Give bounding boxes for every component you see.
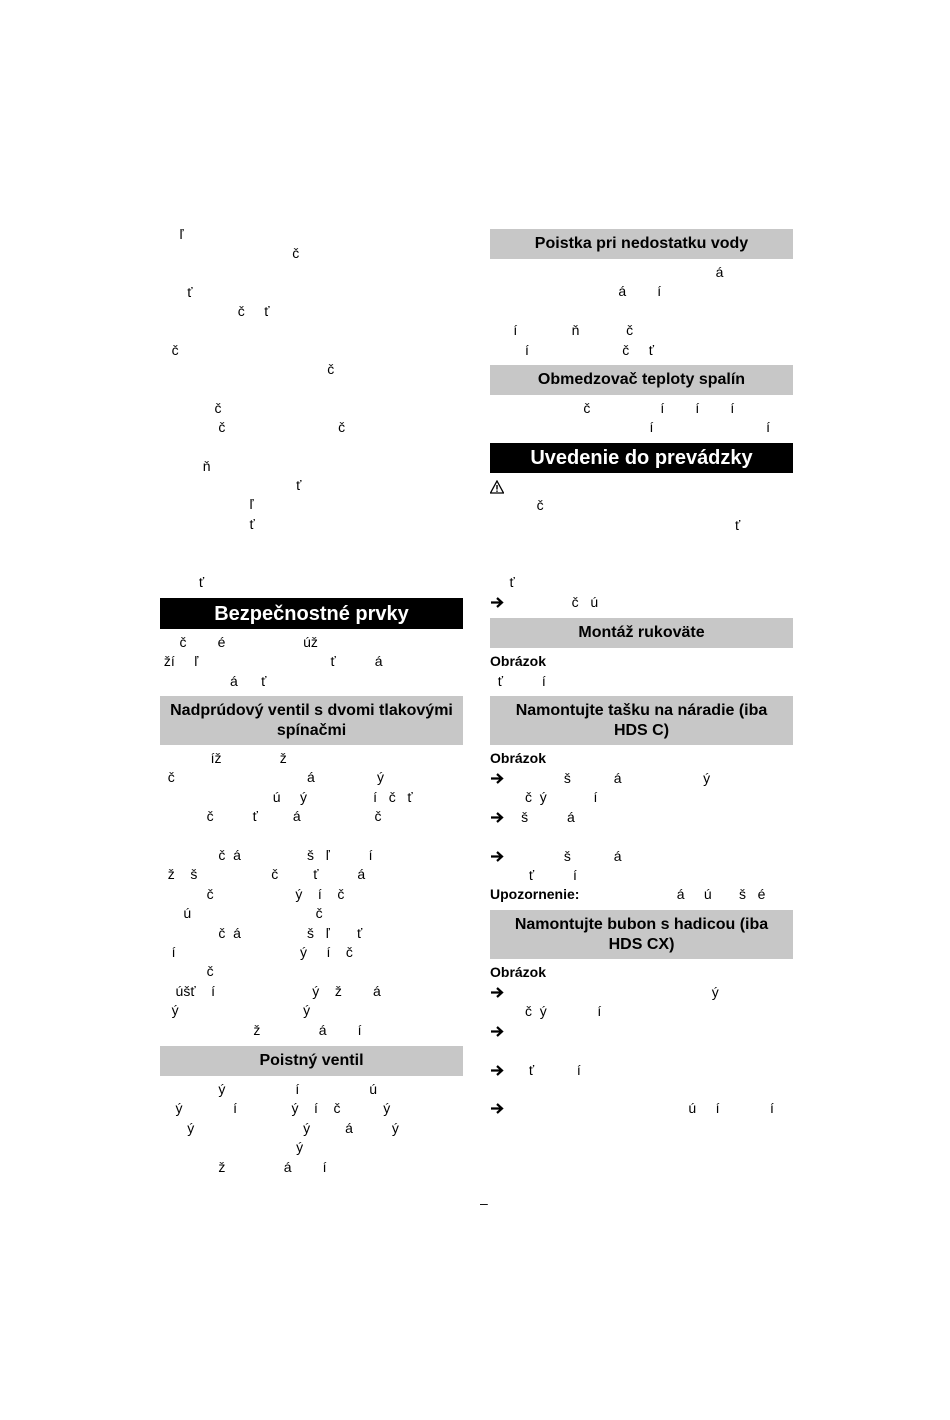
text-fragment: ý í ú bbox=[160, 1081, 378, 1097]
heading-poistka-pri-nedostatku-vody bbox=[490, 229, 793, 259]
text-fragment: ží ľ ť á bbox=[160, 653, 383, 669]
heading-text: Namontujte tašku na náradie (iba HDS C) bbox=[515, 701, 768, 739]
text-fragment: í ý í č bbox=[160, 944, 353, 960]
text-fragment: ú í í bbox=[490, 1100, 774, 1117]
heading-text: Namontujte bubon s hadicou (iba HDS CX) bbox=[514, 915, 769, 953]
heading-bezpecnostne-prvky bbox=[160, 598, 463, 629]
text-fragment: č ý í č bbox=[160, 885, 345, 902]
text-fragment: š á bbox=[490, 808, 575, 825]
text-fragment: č bbox=[160, 400, 222, 416]
text-fragment: á bbox=[490, 264, 724, 280]
heading-nadprudovy-ventil bbox=[160, 696, 463, 745]
heading-text: Uvedenie do prevádzky bbox=[530, 447, 753, 469]
heading-text: Obmedzovač teploty spalín bbox=[537, 371, 746, 388]
text-fragment: č bbox=[160, 342, 179, 358]
text-fragment: íž ž bbox=[160, 750, 287, 766]
text-fragment: ň bbox=[160, 458, 211, 474]
heading-namontujte-bubon bbox=[490, 910, 793, 959]
text-fragment: ú č bbox=[160, 905, 323, 922]
text-fragment: č ý í bbox=[490, 1003, 602, 1020]
text-fragment bbox=[490, 1041, 793, 1060]
text-fragment: č á ý bbox=[160, 769, 385, 786]
heading-text: Poistný ventil bbox=[259, 1052, 364, 1069]
text-fragment: č ý í bbox=[490, 789, 598, 806]
text-fragment: č ú bbox=[490, 594, 599, 610]
text-fragment: č é úž bbox=[160, 634, 318, 650]
text-fragment: ť í bbox=[490, 1061, 581, 1078]
text-fragment: í ň č bbox=[490, 322, 634, 339]
text-fragment: č bbox=[160, 361, 335, 377]
text-fragment: ľ bbox=[160, 226, 184, 242]
text-fragment: č č bbox=[160, 419, 346, 435]
upozornenie-line bbox=[490, 885, 793, 904]
text-fragment: á í bbox=[490, 283, 662, 300]
text-fragment bbox=[490, 1080, 793, 1099]
text-fragment: ť í bbox=[490, 673, 546, 689]
obrazok-label: Obrázok bbox=[490, 653, 547, 669]
text-fragment: č á š ľ í bbox=[160, 847, 373, 863]
text-fragment: ý bbox=[490, 984, 719, 1000]
text-fragment: ý í ý í č ý bbox=[160, 1100, 391, 1117]
text-fragment bbox=[490, 1022, 793, 1041]
text-fragment: č ť bbox=[160, 303, 270, 319]
text-fragment: ú ý í č ť bbox=[160, 788, 413, 805]
upozornenie-fragment: á ú š é bbox=[579, 886, 766, 902]
heading-obmedzovac-teploty-spalin bbox=[490, 365, 793, 395]
text-fragment: ľ bbox=[160, 496, 254, 512]
text-fragment: ý ý bbox=[160, 1002, 311, 1019]
text-fragment bbox=[490, 302, 793, 321]
text-fragment: ž š č ť á bbox=[160, 866, 366, 883]
heading-montaz-rukovate bbox=[490, 618, 793, 648]
text-fragment: č á š ľ ť bbox=[160, 924, 363, 941]
obrazok-label: Obrázok bbox=[490, 750, 547, 766]
text-fragment: ť bbox=[490, 516, 741, 533]
heading-text: Poistka pri nedostatku vody bbox=[534, 235, 749, 252]
heading-text: Montáž rukoväte bbox=[578, 624, 705, 641]
heading-namontujte-tasku bbox=[490, 696, 793, 745]
heading-poistny-ventil bbox=[160, 1046, 463, 1076]
text-fragment: č bbox=[490, 497, 544, 514]
text-fragment: ž á í bbox=[160, 1158, 327, 1175]
text-fragment bbox=[160, 827, 463, 846]
text-fragment bbox=[490, 827, 793, 846]
text-fragment: í í bbox=[490, 419, 771, 436]
text-fragment: š á ý bbox=[490, 770, 711, 786]
heading-text: Bezpečnostné prvky bbox=[214, 602, 409, 625]
text-fragment: č í í í bbox=[490, 400, 735, 416]
text-fragment: ý ý á ý bbox=[160, 1119, 399, 1136]
text-fragment: í č ť bbox=[490, 341, 654, 358]
text-fragment bbox=[490, 477, 793, 496]
text-fragment: č ť á č bbox=[160, 808, 382, 825]
text-fragment: ž á í bbox=[160, 1021, 362, 1038]
upozornenie-label: Upozornenie: bbox=[490, 886, 580, 902]
text-fragment: ť bbox=[160, 574, 205, 590]
text-fragment: ť bbox=[160, 284, 193, 300]
text-fragment: ť bbox=[490, 574, 515, 590]
text-fragment: ý bbox=[160, 1139, 304, 1156]
text-fragment: úšť í ý ž á bbox=[160, 982, 381, 999]
text-fragment: ť bbox=[160, 516, 255, 532]
heading-text: Nadprúdový ventil s dvomi tlakovými spínačmi bbox=[170, 701, 453, 739]
heading-uvedenie-do-prevadzky bbox=[490, 443, 793, 473]
text-fragment: č bbox=[160, 963, 214, 980]
text-fragment: ť bbox=[160, 477, 302, 493]
text-fragment: ť í bbox=[490, 867, 577, 883]
text-fragment: š á bbox=[490, 847, 622, 864]
page-footer-dash: – bbox=[480, 1195, 488, 1211]
obrazok-label: Obrázok bbox=[490, 964, 547, 980]
text-fragment: č bbox=[160, 245, 300, 261]
text-fragment: á ť bbox=[160, 673, 267, 689]
